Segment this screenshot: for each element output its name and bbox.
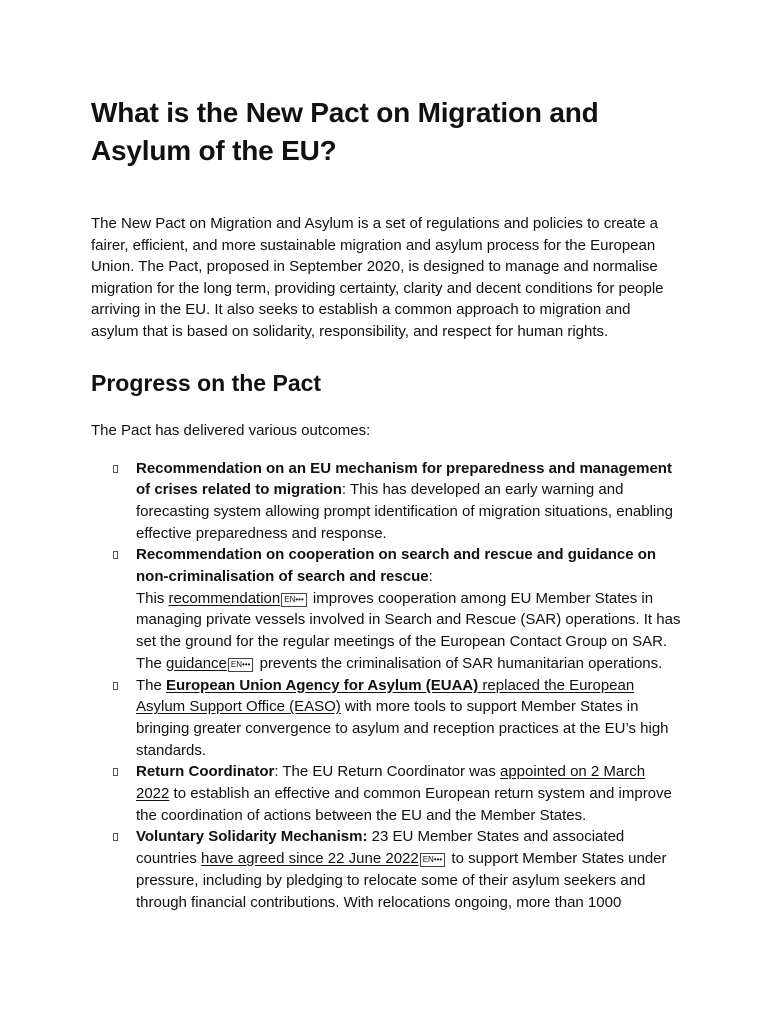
item-text: 23 EU Member States and associated countries [136,828,625,868]
item-title: Return Coordinator [136,763,275,781]
agreed-link[interactable]: have agreed since 22 June 2022 [201,850,419,868]
item-text: to establish an effective and common European return system and improve the coordination of actions between the EU and the Member States. [136,785,672,824]
list-item-crisis-mechanism [91,458,682,545]
outcomes-list [91,458,682,914]
list-item-solidarity-mechanism [91,826,682,913]
item-title: Recommendation on cooperation on search and rescue and guidance on non-criminalisation of search and rescue [136,546,657,586]
page-title: What is the New Pact on Migration and Asylum of the EU? [91,97,599,166]
list-item-euaa [91,675,682,762]
en-language-badge[interactable]: EN••• [228,658,254,672]
list-item-return-coordinator [91,761,682,826]
item-title: Recommendation on an EU mechanism for preparedness and management of crises related to migration [136,459,672,499]
bullet-icon [113,833,118,841]
item-text: : The EU Return Coordinator was [274,763,500,781]
item-text: improves cooperation among EU Member States in managing private vessels involved in Search and Rescue (SAR) operations. It has set the ground for the regular meetings of the European Contact Group on SAR. The [136,589,681,672]
intro-paragraph: The New Pact on Migration and Asylum is a set of regulations and policies to create a fairer, efficient, and more sustainable migration and asylum process for the European Union. The Pact, proposed in September 2020, is designed to manage and normalise migration for the long term, providing certainty, clarity and decent conditions for people arriving in the EU. It also seeks to establish a common approach to migration and asylum that is based on solidarity, responsibility, and respect for human rights. [91,215,664,340]
lead-paragraph: The Pact has delivered various outcomes: [91,422,371,439]
item-text: prevents the criminalisation of SAR humanitarian operations. [255,654,663,672]
section-heading: Progress on the Pact [91,370,322,396]
en-language-badge[interactable]: EN••• [281,593,307,607]
item-title: Voluntary Solidarity Mechanism: [136,828,368,846]
appointed-link[interactable]: appointed on 2 March 2022 [136,763,646,803]
item-text: The [136,676,167,694]
recommendation-link[interactable]: recommendation [168,589,281,607]
item-text: with more tools to support Member States in bringing greater convergence to asylum and reception practices at the EU’s high standards. [136,698,669,759]
item-text: : This has developed an early warning and forecasting system allowing prompt identification of migration situations, enabling effective preparedness and response. [136,481,673,542]
list-item-search-rescue [91,544,682,674]
guidance-link[interactable]: guidance [166,654,227,672]
bullet-icon [113,551,118,559]
en-language-badge[interactable]: EN••• [420,853,446,867]
bullet-icon [113,682,118,690]
euaa-link-rest: replaced the European Asylum Support Office (EASO) [136,676,635,716]
item-text: : [428,568,433,586]
item-text: This [136,589,169,607]
bullet-icon [113,768,118,776]
item-text: to support Member States under pressure, including by pledging to relocate some of their asylum seekers and through financial contributions. With relocations ongoing, more than 1000 [136,850,667,911]
bullet-icon [113,465,118,473]
euaa-link-bold: European Union Agency for Asylum (EUAA) [166,676,479,694]
